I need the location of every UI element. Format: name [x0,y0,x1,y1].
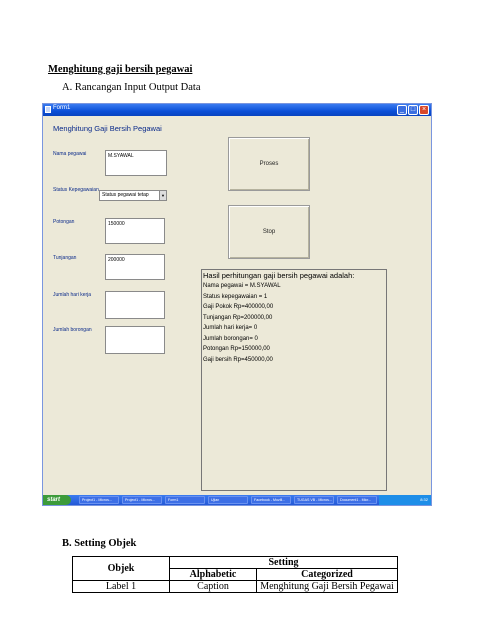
taskbar-item[interactable]: Facebook - Mozill... [251,496,291,504]
jumlah-hari-kerja-label: Jumlah hari kerja [53,292,92,298]
status-selected-value: Status pegawai tetap [102,192,149,198]
taskbar-item[interactable]: Document1 - Micr... [337,496,377,504]
nama-pegawai-input[interactable]: M.SYAWAL [105,150,167,176]
result-heading: Hasil perhitungan gaji bersih pegawai adalah: [203,271,355,280]
start-button[interactable]: start [43,495,71,505]
result-line: Gaji Pokok Rp=400000,00 [203,304,274,310]
tunjangan-input[interactable]: 200000 [105,254,165,280]
header-categorized: Categorized [257,569,398,581]
result-line: Jumlah hari kerja= 0 [203,325,258,331]
minimize-button[interactable]: _ [397,105,407,115]
cell-alphabetic: Caption [170,581,257,593]
potongan-input[interactable]: 150000 [105,218,165,244]
stop-button[interactable]: Stop [228,205,310,259]
header-setting: Setting [170,557,398,569]
chevron-down-icon[interactable]: ▼ [159,191,166,200]
status-kepegawaian-select[interactable] [99,190,167,201]
result-line: Jumlah borongan= 0 [203,335,258,342]
tunjangan-label: Tunjangan [53,255,77,261]
setting-objek-table [72,556,398,593]
result-line: Potongan Rp=150000,00 [203,346,270,352]
jumlah-hari-kerja-input[interactable] [105,291,165,319]
result-line: Gaji bersih Rp=450000,00 [203,356,273,363]
taskbar-item[interactable]: Ujian [208,496,248,504]
taskbar-item[interactable]: Project1 - Micros... [122,496,162,504]
result-output-box [201,269,387,491]
proses-button[interactable]: Proses [228,137,310,191]
header-objek: Objek [73,557,170,581]
status-kepegawaian-label: Status Kepegawaian [53,187,99,193]
cell-categorized: Menghitung Gaji Bersih Pegawai [257,581,398,593]
table-row [73,581,398,593]
form-title-label: Menghitung Gaji Bersih Pegawai [53,124,162,133]
maximize-button[interactable]: □ [408,105,418,115]
taskbar-item[interactable]: Form1 [165,496,205,504]
app-window-screenshot [42,103,432,506]
section-b-heading: B. Setting Objek [62,538,137,549]
result-line: Nama pegawai = M.SYAWAL [203,283,281,289]
cell-objek: Label 1 [73,581,170,593]
taskbar-item[interactable]: Project1 - Micros... [79,496,119,504]
jumlah-borongan-label: Jumlah borongan [53,327,92,333]
header-alphabetic: Alphabetic [170,569,257,581]
system-tray-clock: 8:32 [379,495,431,505]
result-line: Status kepegawaian = 1 [203,293,268,300]
nama-pegawai-label: Nama pegawai [53,151,87,157]
result-line: Tunjangan Rp=200000,00 [203,314,273,321]
close-button[interactable]: × [419,105,429,115]
app-icon [45,106,51,113]
taskbar-item[interactable]: TUGAS VB - Micros... [294,496,334,504]
document-title: Menghitung gaji bersih pegawai [48,64,193,75]
potongan-label: Potongan [53,219,75,225]
jumlah-borongan-input[interactable] [105,326,165,354]
window-title: Form1 [53,105,71,111]
section-a-heading: A. Rancangan Input Output Data [62,82,201,93]
taskbar [43,495,431,505]
window-titlebar[interactable] [43,104,431,116]
